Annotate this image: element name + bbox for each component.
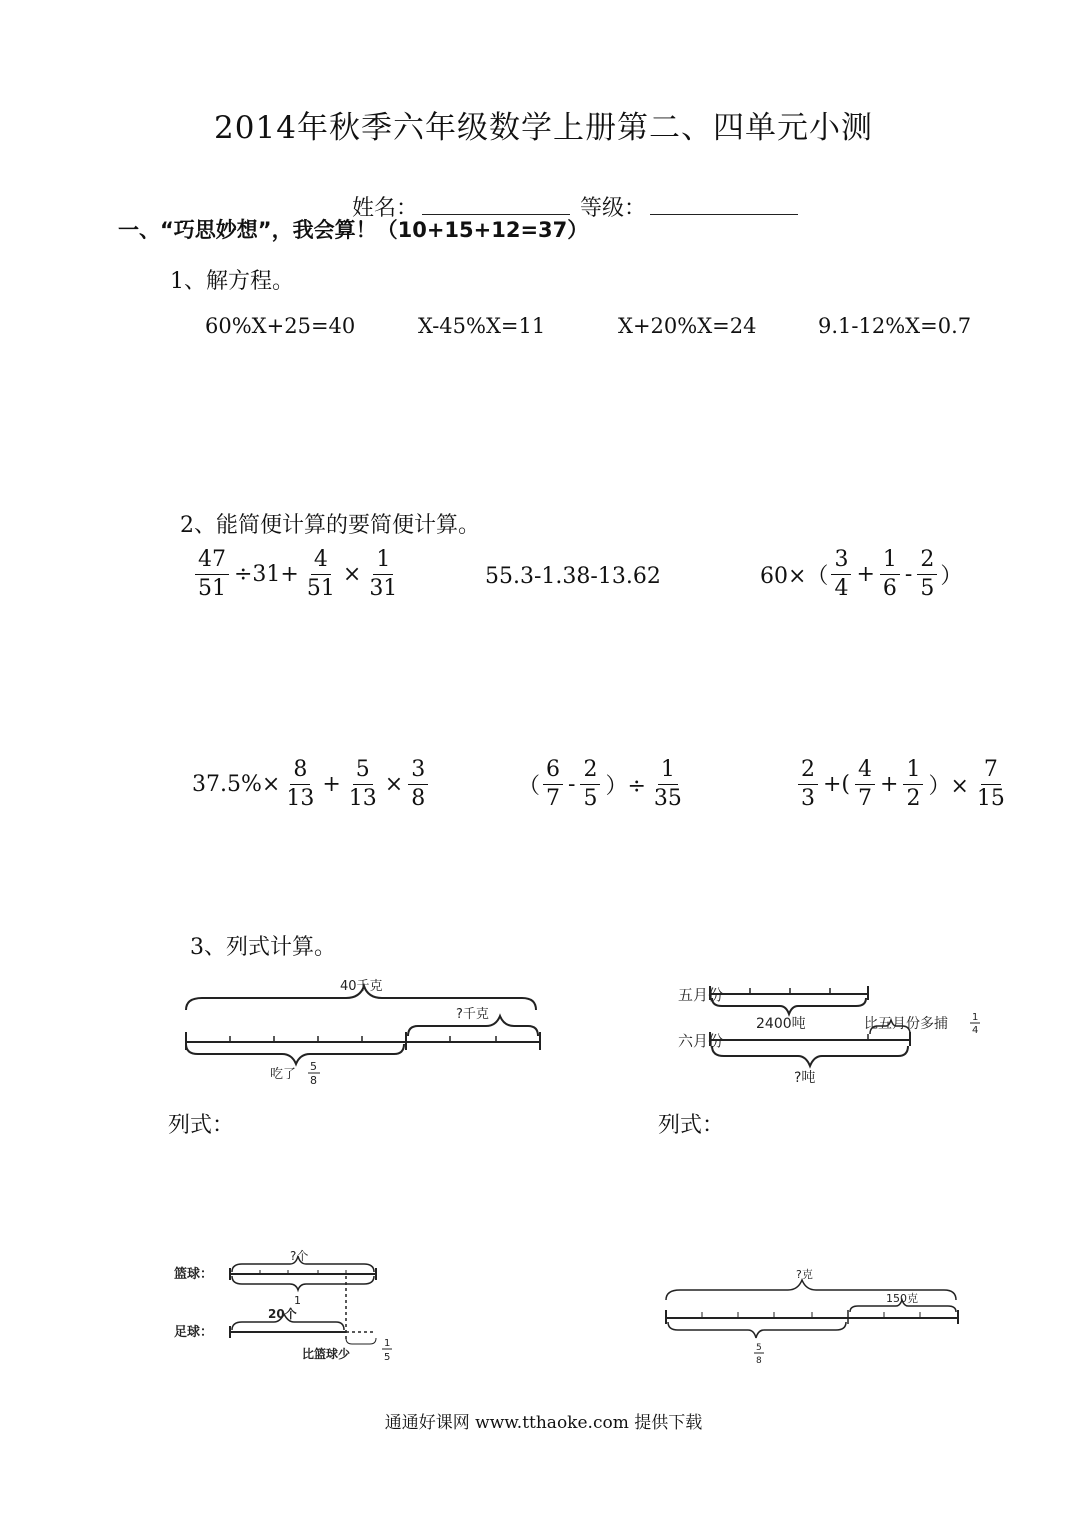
d3-row2-label: 足球：	[174, 1325, 214, 1340]
expression-6: $\frac{2}{3}$ +( $\frac{4}{7}$ + $\frac{1}{2}$ ）× $\frac{7}{15}$	[795, 758, 1011, 811]
svg-text:1: 1	[384, 1338, 391, 1349]
fraction: $\frac{2}{3}$	[798, 758, 818, 811]
answer-label-2: 列式：	[658, 1113, 725, 1138]
fraction: $\frac{1}{6}$	[880, 548, 900, 601]
svg-text:8: 8	[756, 1356, 762, 1366]
svg-text:5: 5	[310, 1060, 317, 1073]
d2-bottom-label: ?吨	[794, 1070, 816, 1086]
grade-label: 等级：	[580, 196, 647, 221]
fraction: $\frac{5}{13}$	[348, 757, 377, 812]
q1-label: 1、解方程。	[170, 269, 294, 294]
svg-text:4: 4	[972, 1025, 979, 1036]
d2-row2-label: 六月份	[678, 1032, 724, 1050]
fraction: $\frac{47}{51}$	[195, 548, 229, 601]
svg-text:5: 5	[756, 1343, 762, 1353]
equation-1: 60%X+25=40	[205, 314, 356, 338]
d1-bottom-label: 吃了	[270, 1067, 297, 1082]
diagram-fish-catch	[672, 976, 992, 1092]
diagram-food-eaten	[178, 970, 548, 1090]
svg-text:5: 5	[384, 1352, 391, 1363]
svg-text:8: 8	[310, 1074, 317, 1087]
grade-field[interactable]	[650, 194, 798, 215]
d3-row1-label: 篮球：	[174, 1267, 214, 1282]
name-field[interactable]	[422, 194, 570, 215]
expression-1: $\frac{47}{51}$ ÷31+ $\frac{4}{51}$ × $\frac{1}{31}$	[192, 548, 403, 601]
expression-4: 37.5%× $\frac{8}{13}$ + $\frac{5}{13}$ × $\frac{3}{8}$	[192, 758, 431, 811]
fraction: $\frac{1}{35}$	[653, 757, 682, 812]
answer-label-1: 列式：	[168, 1113, 235, 1138]
fraction: $\frac{2}{5}$	[917, 548, 937, 601]
expression-3: 60×（ $\frac{3}{4}$ + $\frac{1}{6}$ - $\frac{2}{5}$ ）	[760, 547, 963, 602]
d4-right-label: 150克	[886, 1292, 918, 1305]
q2-label: 2、能简便计算的要简便计算。	[180, 513, 480, 538]
fraction: $\frac{4}{7}$	[855, 758, 875, 811]
d3-mid-label: 20个	[268, 1307, 297, 1321]
footer: 通通好课网 www.tthaoke.com 提供下载	[384, 1413, 703, 1433]
fraction: $\frac{2}{5}$	[580, 758, 600, 811]
fraction: $\frac{1}{31}$	[369, 547, 398, 602]
d1-top-label: 40千克	[340, 979, 383, 994]
fraction: $\frac{8}{13}$	[286, 757, 315, 812]
d1-right-label: ?千克	[456, 1007, 489, 1022]
d3-top-label: ?个	[290, 1249, 309, 1263]
fraction: $\frac{3}{8}$	[408, 758, 428, 811]
d3-note-label: 比篮球少	[302, 1347, 351, 1361]
diagram-balls	[170, 1246, 410, 1370]
d2-note-label: 比五月份多捕	[864, 1016, 948, 1032]
equation-3: X+20%X=24	[618, 314, 757, 338]
equation-4: 9.1-12%X=0.7	[818, 314, 972, 338]
expression-2: 55.3-1.38-13.62	[485, 564, 661, 589]
svg-text:1: 1	[972, 1012, 979, 1023]
section-heading: 一、“巧思妙想”，我会算！（10+15+12=37）	[118, 218, 589, 242]
fraction: $\frac{1}{2}$	[903, 758, 923, 811]
d2-mid-label: 2400吨	[756, 1016, 806, 1032]
fraction: $\frac{3}{4}$	[831, 548, 851, 601]
fraction: $\frac{6}{7}$	[543, 758, 563, 811]
name-label: 姓名：	[352, 196, 419, 221]
q3-label: 3、列式计算。	[190, 935, 336, 960]
d3-one-label: 1	[294, 1294, 301, 1307]
expression-5: （ $\frac{6}{7}$ - $\frac{2}{5}$ ）÷ $\frac{1}{35}$	[518, 758, 688, 811]
fraction: $\frac{7}{15}$	[976, 757, 1005, 812]
diagram-weight	[660, 1262, 962, 1368]
page-title: 2014年秋季六年级数学上册第二、四单元小测	[214, 110, 873, 146]
d2-row1-label: 五月份	[678, 986, 724, 1004]
d4-top-label: ?克	[796, 1268, 813, 1281]
equation-2: X-45%X=11	[418, 314, 546, 338]
fraction: $\frac{4}{51}$	[306, 547, 335, 602]
